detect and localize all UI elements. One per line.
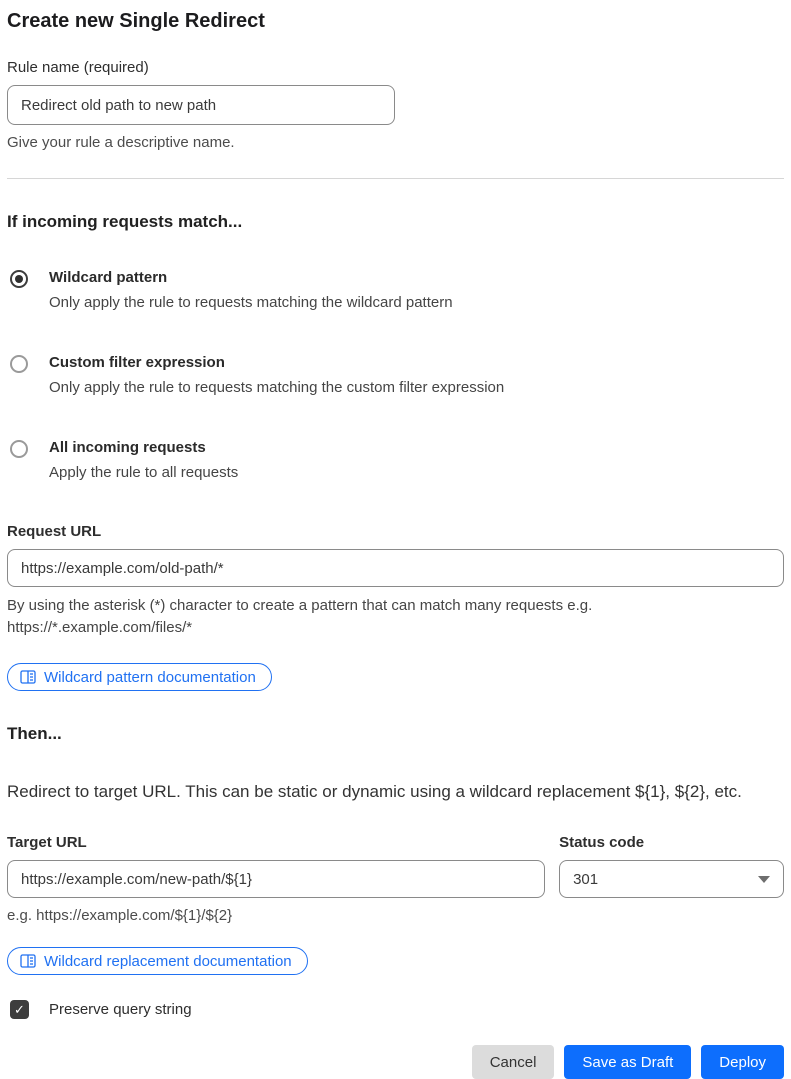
radio-wildcard-pattern-description: Only apply the rule to requests matching the wildcard pattern bbox=[49, 294, 453, 311]
request-url-block bbox=[7, 523, 784, 691]
section-divider bbox=[7, 178, 784, 179]
checkbox-checked-icon: ✓ bbox=[10, 1000, 29, 1019]
match-type-radio-group bbox=[7, 268, 784, 485]
deploy-button[interactable]: Deploy bbox=[701, 1045, 784, 1079]
form-actions bbox=[7, 1045, 784, 1079]
radio-all-incoming-requests[interactable] bbox=[7, 438, 784, 485]
target-url-label: Target URL bbox=[7, 834, 87, 851]
status-code-label: Status code bbox=[559, 834, 645, 851]
request-url-helper bbox=[7, 595, 784, 639]
preserve-query-string-checkbox[interactable] bbox=[7, 1000, 784, 1019]
request-url-label: Request URL bbox=[7, 523, 102, 540]
status-code-select[interactable] bbox=[559, 860, 784, 898]
save-as-draft-button[interactable]: Save as Draft bbox=[564, 1045, 691, 1079]
target-row bbox=[7, 834, 784, 898]
radio-custom-filter-expression[interactable] bbox=[7, 353, 784, 400]
radio-all-requests-description: Apply the rule to all requests bbox=[49, 464, 239, 481]
book-open-icon bbox=[20, 670, 36, 684]
radio-custom-filter-description: Only apply the rule to requests matching the custom filter expression bbox=[49, 379, 505, 396]
cancel-button[interactable]: Cancel bbox=[472, 1045, 555, 1079]
status-code-value: 301 bbox=[573, 870, 599, 888]
target-url-block bbox=[7, 834, 545, 898]
rule-name-block bbox=[7, 59, 784, 154]
wildcard-replacement-docs-button[interactable] bbox=[7, 947, 308, 975]
radio-wildcard-pattern[interactable] bbox=[7, 268, 784, 315]
match-section-heading: If incoming requests match... bbox=[7, 212, 243, 231]
chevron-down-icon bbox=[758, 876, 770, 883]
rule-name-label: Rule name (required) bbox=[7, 59, 149, 76]
status-code-block bbox=[559, 834, 784, 898]
target-url-input[interactable] bbox=[7, 860, 545, 898]
then-section-description: Redirect to target URL. This can be static or dynamic using a wildcard replacement ${1}, ${2}, etc. bbox=[7, 782, 742, 801]
page-title: Create new Single Redirect bbox=[7, 10, 265, 32]
then-section-heading: Then... bbox=[7, 724, 62, 743]
rule-name-helper: Give your rule a descriptive name. bbox=[7, 134, 235, 151]
radio-unselected-icon bbox=[10, 440, 28, 458]
request-url-helper-line2: https://*.example.com/files/* bbox=[7, 619, 193, 636]
rule-name-input[interactable] bbox=[7, 85, 395, 125]
preserve-query-string-label: Preserve query string bbox=[49, 1001, 192, 1018]
request-url-input[interactable] bbox=[7, 549, 784, 587]
wildcard-pattern-docs-button[interactable] bbox=[7, 663, 272, 691]
radio-unselected-icon bbox=[10, 355, 28, 373]
wildcard-pattern-docs-label: Wildcard pattern documentation bbox=[44, 668, 256, 686]
request-url-helper-line1: By using the asterisk (*) character to create a pattern that can match many requests e.g. bbox=[7, 597, 593, 614]
radio-custom-filter-label: Custom filter expression bbox=[49, 354, 225, 371]
wildcard-replacement-docs-label: Wildcard replacement documentation bbox=[44, 952, 292, 970]
book-open-icon bbox=[20, 954, 36, 968]
radio-wildcard-pattern-label: Wildcard pattern bbox=[49, 269, 168, 286]
target-url-helper: e.g. https://example.com/${1}/${2} bbox=[7, 907, 233, 924]
radio-all-requests-label: All incoming requests bbox=[49, 439, 206, 456]
radio-selected-icon bbox=[10, 270, 28, 288]
